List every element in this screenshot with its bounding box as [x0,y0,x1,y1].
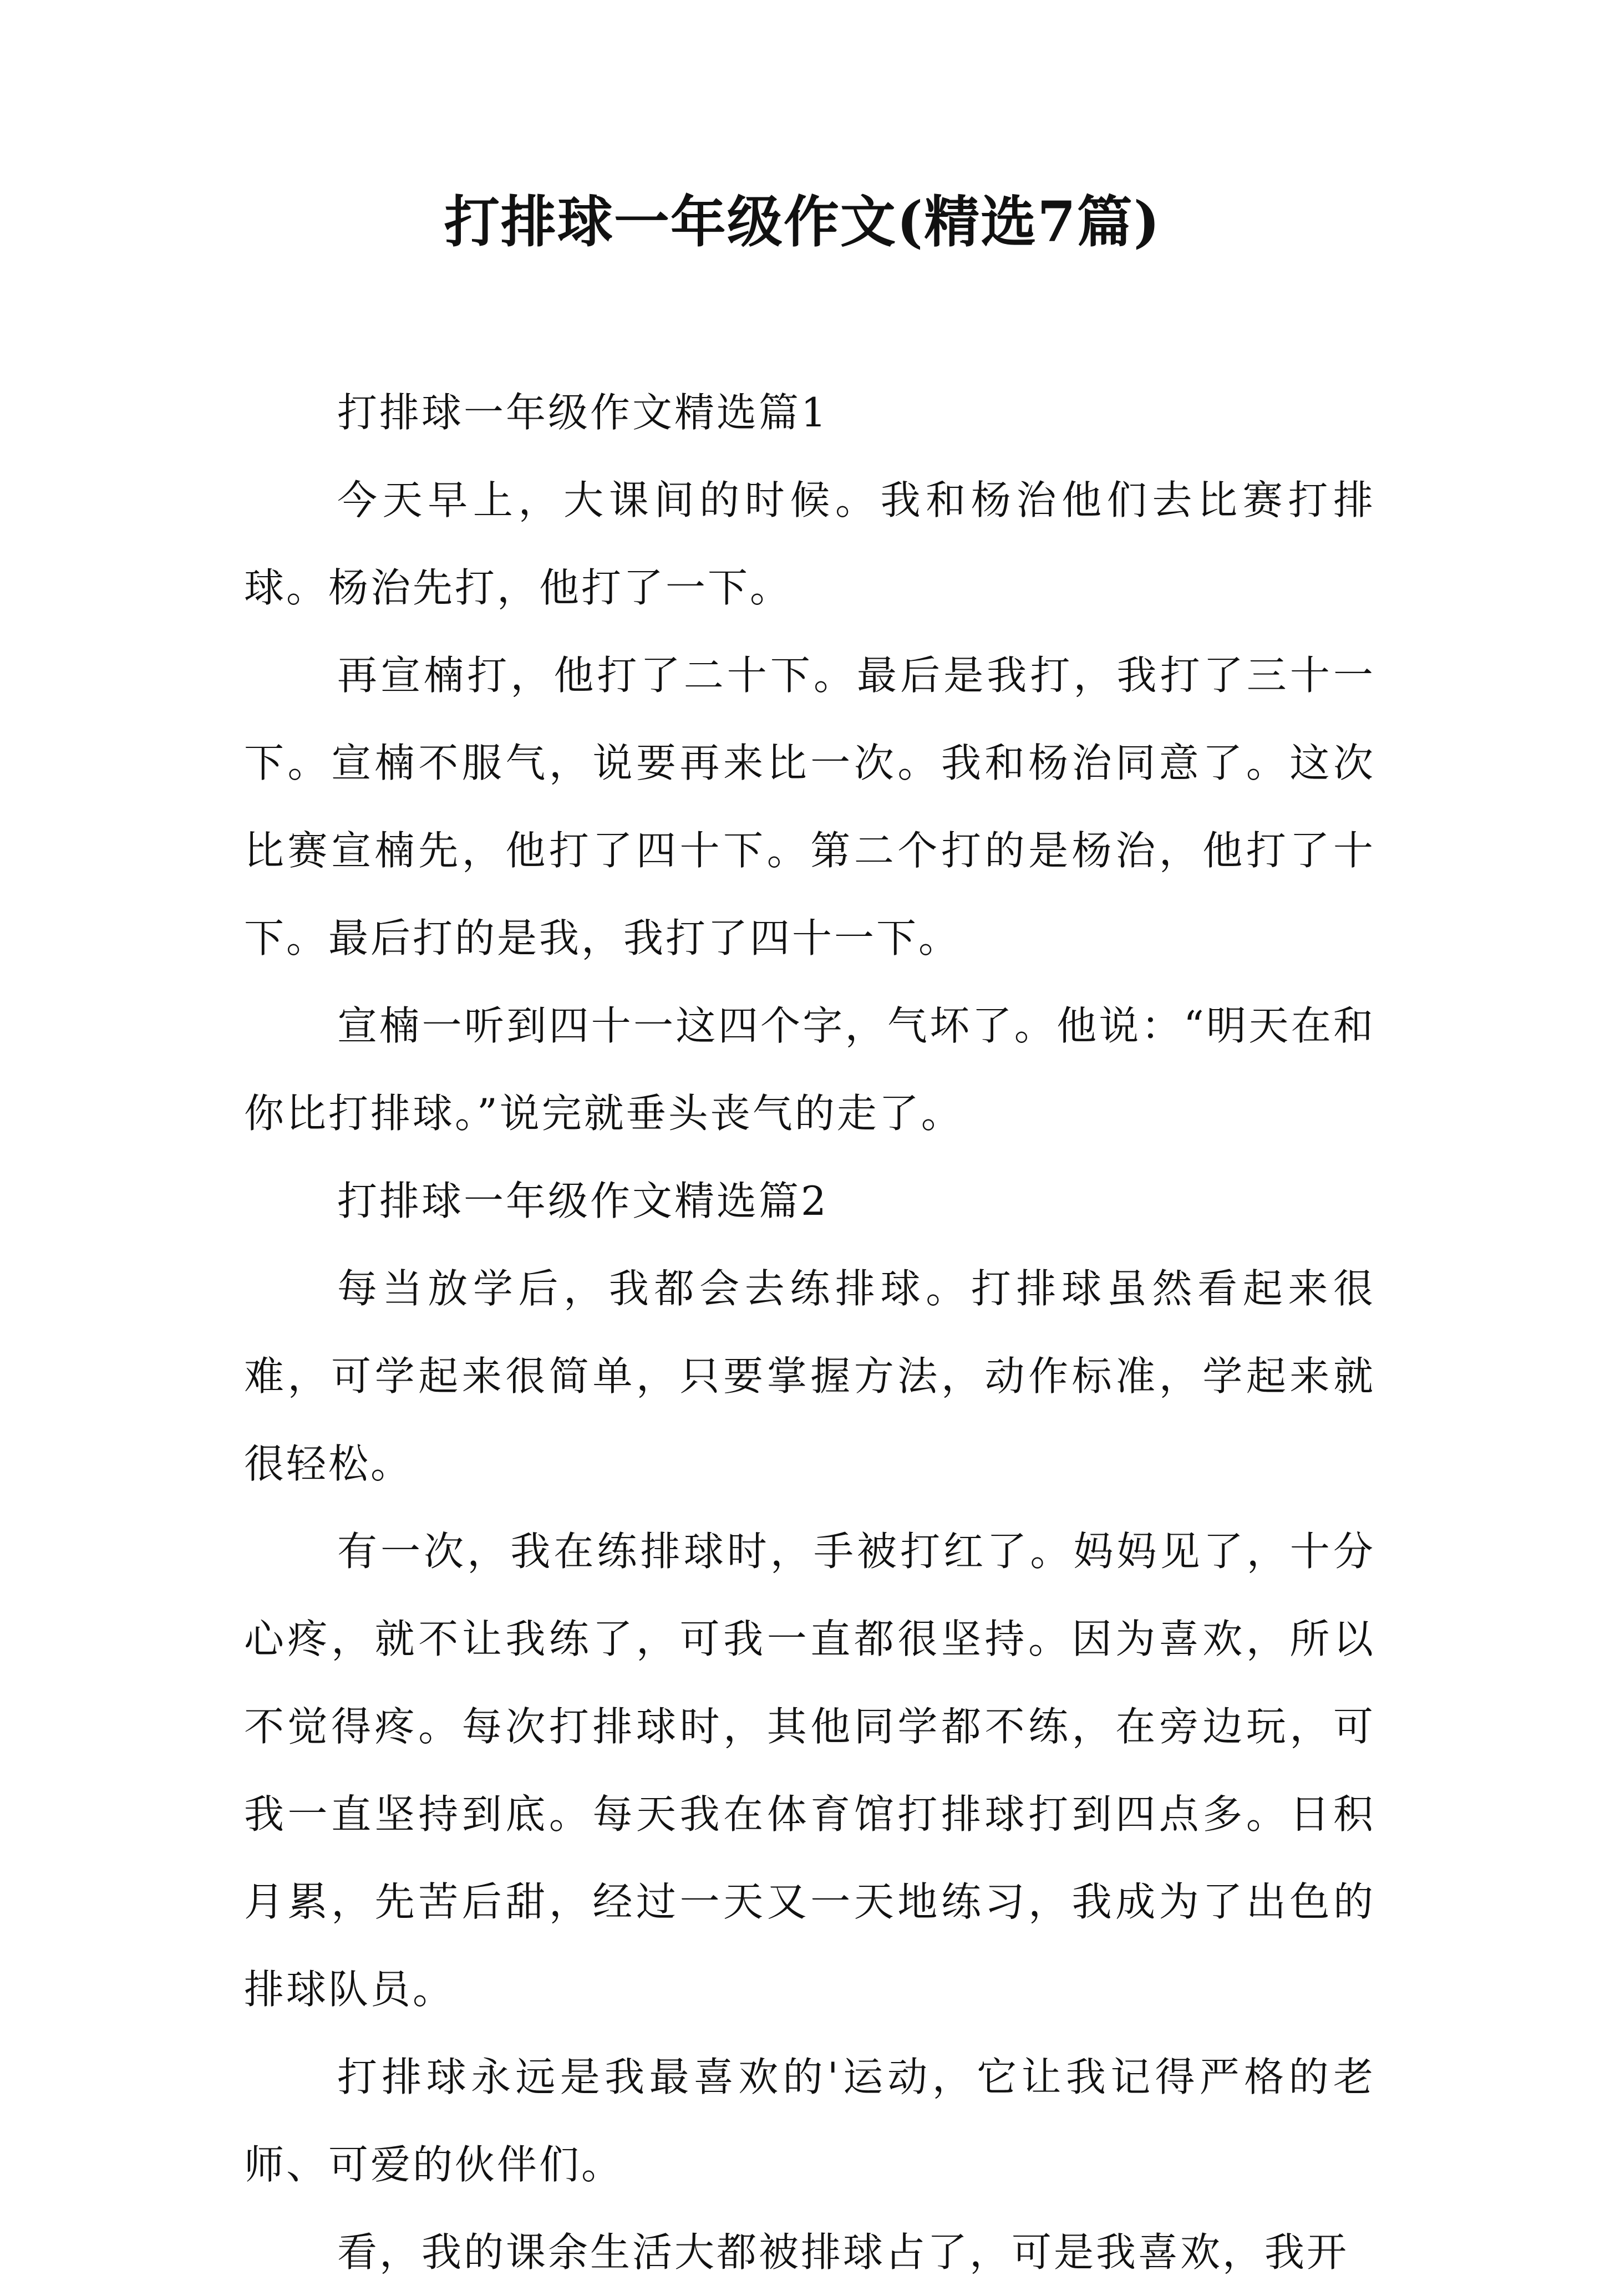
paragraph: 每当放学后，我都会去练排球。打排球虽然看起来很难，可学起来很简单，只要掌握方法，动作标准，学起来就很轻松。 [244,1265,1375,1487]
paragraph: 今天早上，大课间的时候。我和杨治他们去比赛打排球。杨治先打，他打了一下。 [244,477,1375,611]
paragraph: 宣楠一听到四十一这四个字，气坏了。他说：“明天在和你比打排球。”说完就垂头丧气的走了。 [244,1002,1375,1137]
paragraph: 看，我的课余生活大都被排球占了，可是我喜欢，我开 [337,2229,1349,2275]
section-heading: 打排球一年级作文精选篇2 [337,1178,829,1224]
paragraph: 打排球永远是我最喜欢的'运动，它让我记得严格的老师、可爱的伙伴们。 [244,2054,1375,2188]
document-title: 打排球一年级作文(精选7篇) [444,189,1161,254]
paragraph: 有一次，我在练排球时，手被打红了。妈妈见了，十分心疼，就不让我练了，可我一直都很坚持。因为喜欢，所以不觉得疼。每次打排球时，其他同学都不练，在旁边玩，可我一直坚持到底。每天我在体育馆打排球打到四点多。日积月累，先苦后甜，经过一天又一天地练习，我成为了出色的排球队员。 [244,1528,1375,2013]
paragraph: 再宣楠打，他打了二十下。最后是我打，我打了三十一下。宣楠不服气，说要再来比一次。我和杨治同意了。这次比赛宣楠先，他打了四十下。第二个打的是杨治，他打了十下。最后打的是我，我打了四十一下。 [244,652,1375,961]
document-body [244,369,1375,2296]
section-heading: 打排球一年级作文精选篇1 [337,389,829,436]
